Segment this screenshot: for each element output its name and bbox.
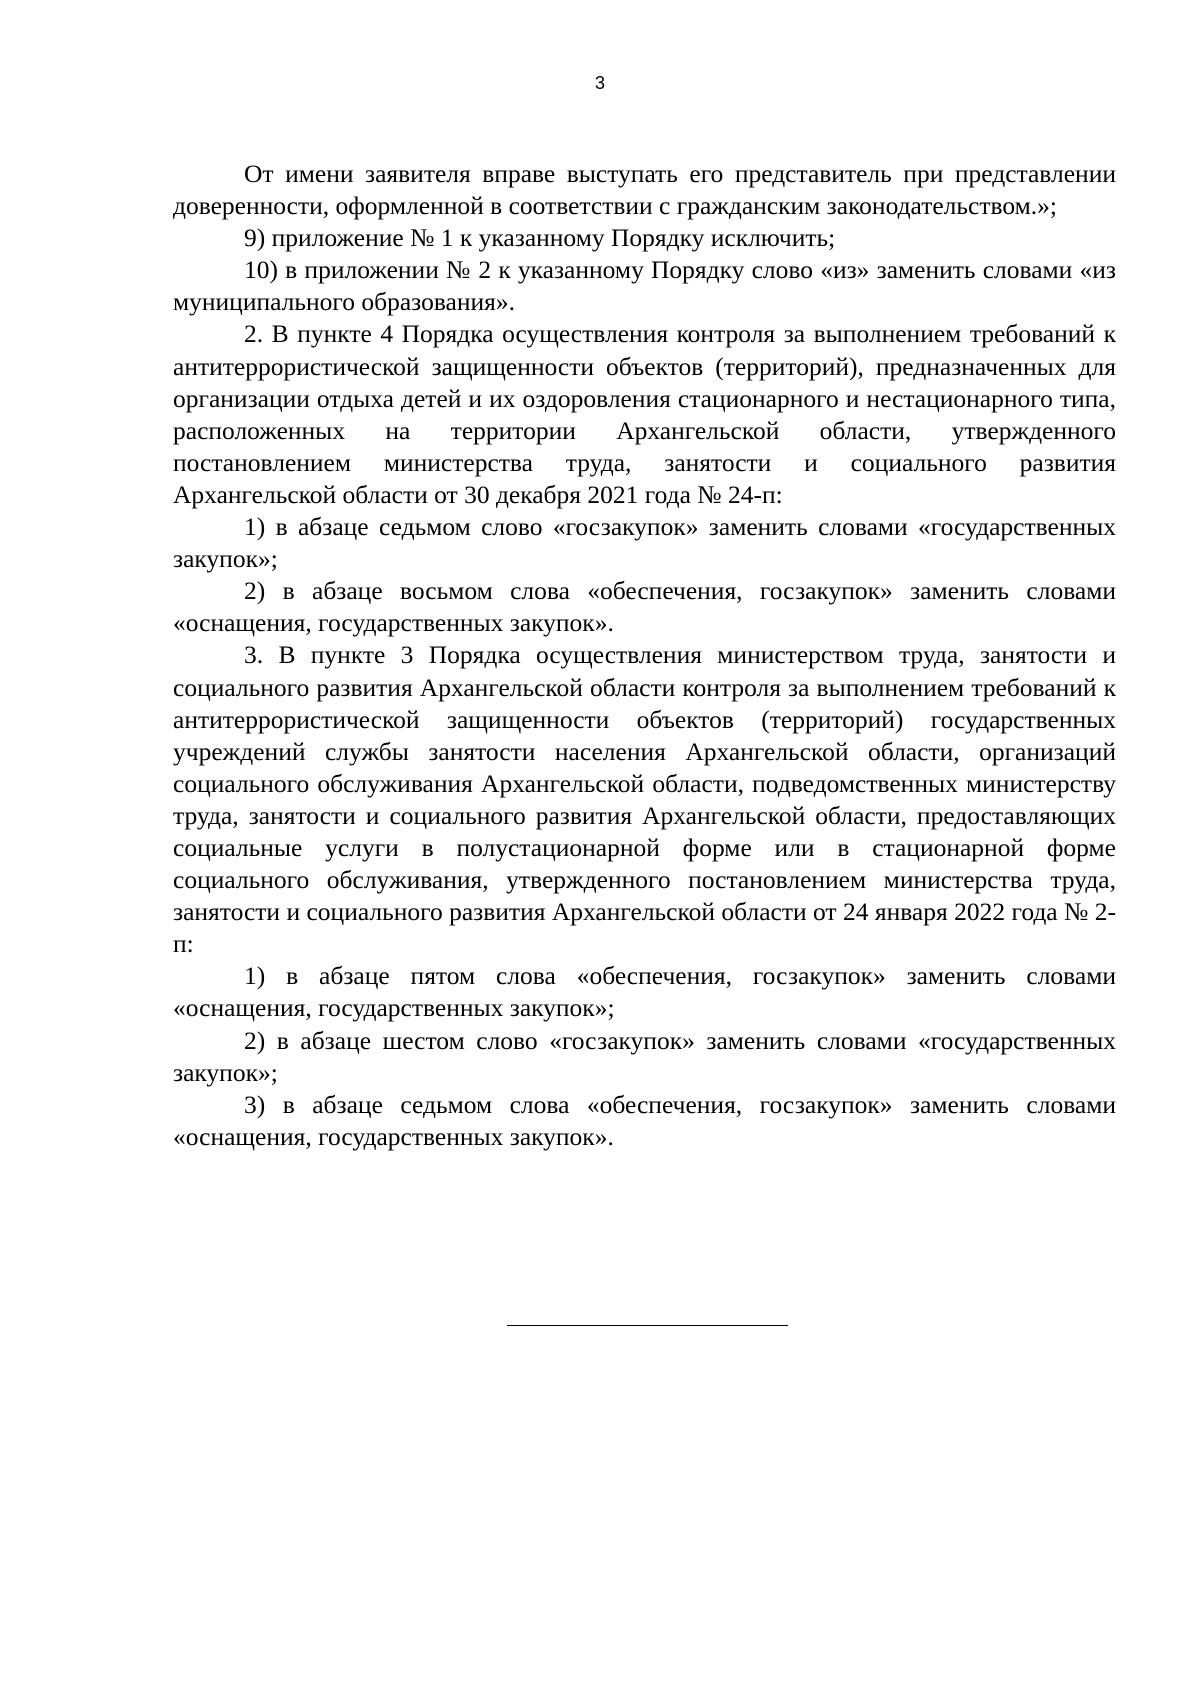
paragraph-item-9: 9) приложение № 1 к указанному Порядку исключить; bbox=[244, 223, 836, 253]
paragraph-representative: От имени заявителя вправе выступать его представитель при представлении доверенности, оформленной в соответствии с гражданским законодательством.»; bbox=[173, 159, 1116, 221]
paragraph-section-2: 2. В пункте 4 Порядка осуществления контроля за выполнением требований к антитеррористической защищенности объектов (территорий), предназначенных для организации отдыха детей и их оздоровления стационарного и нестационарного типа, расположенных на территории Архангельской области, утвержденного постановлением министерства труда, занятости и социального развития Архангельской области от 30 декабря 2021 года № 24-п: bbox=[173, 319, 1116, 509]
paragraph-section-3-item-1: 1) в абзаце пятом слова «обеспечения, госзакупок» заменить словами «оснащения, государственных закупок»; bbox=[173, 961, 1116, 1023]
page-number: 3 bbox=[594, 73, 605, 93]
paragraph-item-10: 10) в приложении № 2 к указанному Порядку слово «из» заменить словами «из муниципального образования». bbox=[173, 255, 1116, 317]
paragraph-section-2-item-1: 1) в абзаце седьмом слово «госзакупок» заменить словами «государственных закупок»; bbox=[173, 512, 1116, 574]
paragraph-section-3-item-3: 3) в абзаце седьмом слова «обеспечения, госзакупок» заменить словами «оснащения, государственных закупок». bbox=[173, 1089, 1116, 1151]
paragraph-section-3-item-2: 2) в абзаце шестом слово «госзакупок» заменить словами «государственных закупок»; bbox=[173, 1025, 1116, 1087]
paragraph-section-3: 3. В пункте 3 Порядка осуществления министерством труда, занятости и социального развития Архангельской области контроля за выполнением требований к антитеррористической защищенности объектов (территорий) государственных учреждений службы занятости населения Архангельской области, организаций социального обслуживания Архангельской области, подведомственных министерству труда, занятости и социального развития Архангельской области, предоставляющих социальные услуги в полустационарной форме или в стационарной форме социального обслуживания, утвержденного постановлением министерства труда, занятости и социального развития Архангельской области от 24 января 2022 года № 2-п: bbox=[173, 640, 1116, 959]
document-body bbox=[173, 158, 1116, 1153]
paragraph-section-2-item-2: 2) в абзаце восьмом слова «обеспечения, госзакупок» заменить словами «оснащения, государственных закупок». bbox=[173, 576, 1116, 638]
closing-divider bbox=[507, 1325, 788, 1326]
